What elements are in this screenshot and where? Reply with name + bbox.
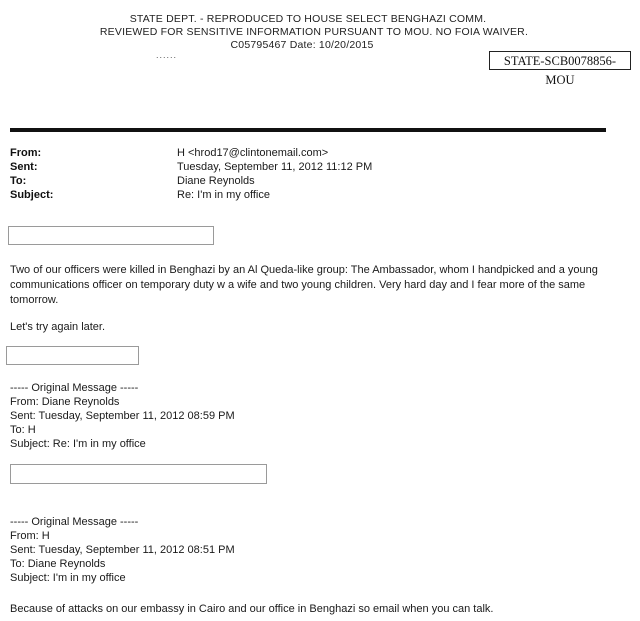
- original-2-subject: Subject: I'm in my office: [10, 572, 126, 584]
- release-header-line-1: STATE DEPT. - REPRODUCED TO HOUSE SELECT BENGHAZI COMM.: [129, 13, 487, 25]
- original-1-subject: Subject: Re: I'm in my office: [10, 438, 146, 450]
- document-id-date: C05795467 Date: 10/20/2015: [230, 39, 374, 51]
- sent-value: Tuesday, September 11, 2012 11:12 PM: [177, 161, 373, 173]
- original-message-marker-1: ----- Original Message -----: [10, 382, 139, 394]
- original-1-sent: Sent: Tuesday, September 11, 2012 08:59 PM: [10, 410, 235, 422]
- email-body-paragraph-2: Let's try again later.: [10, 321, 106, 333]
- from-value: H <hrod17@clintonemail.com>: [177, 147, 329, 159]
- header-dots: ......: [156, 50, 178, 60]
- from-label: From:: [10, 147, 42, 159]
- redaction-box-1: [8, 226, 214, 245]
- sent-label: Sent:: [10, 161, 38, 173]
- original-1-to: To: H: [10, 424, 36, 436]
- to-label: To:: [10, 175, 27, 187]
- original-2-from: From: H: [10, 530, 50, 542]
- original-2-sent: Sent: Tuesday, September 11, 2012 08:51 PM: [10, 544, 235, 556]
- redaction-box-3: [10, 464, 267, 484]
- subject-value: Re: I'm in my office: [177, 189, 270, 201]
- original-2-body: Because of attacks on our embassy in Cairo and our office in Benghazi so email when you can talk.: [10, 603, 494, 615]
- release-header-line-2: REVIEWED FOR SENSITIVE INFORMATION PURSUANT TO MOU. NO FOIA WAIVER.: [99, 26, 529, 38]
- to-value: Diane Reynolds: [177, 175, 255, 187]
- original-1-from: From: Diane Reynolds: [10, 396, 120, 408]
- header-divider: [10, 128, 606, 132]
- subject-label: Subject:: [10, 189, 54, 201]
- original-message-marker-2: ----- Original Message -----: [10, 516, 139, 528]
- redaction-box-2: [6, 346, 139, 365]
- original-2-to: To: Diane Reynolds: [10, 558, 106, 570]
- bates-stamp: STATE-SCB0078856-MOU: [489, 51, 631, 70]
- email-body-paragraph-1: Two of our officers were killed in Benghazi by an Al Queda-like group: The Ambassador, whom I handpicked and a young communications officer on temporary duty w a wife and two young children. Very hard day and I fear more of the same tomorrow.: [10, 264, 598, 306]
